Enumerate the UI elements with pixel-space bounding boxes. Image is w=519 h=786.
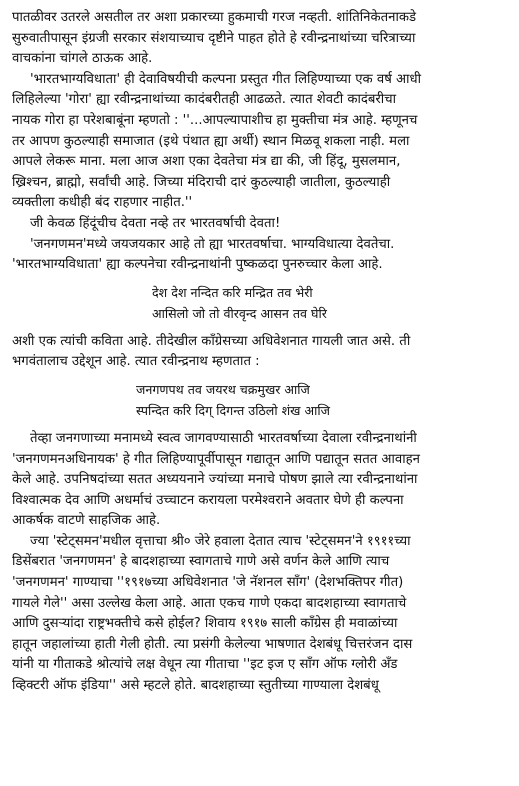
poem-stanza-1: [12, 282, 509, 324]
poem-stanza-2: [12, 379, 509, 421]
text-line: यांनी या गीताकडे श्रोत्यांचे लक्ष वेधून त्या गीताचा ''इट इज ए साँग ऑफ ग्लोरी अँड: [12, 657, 398, 673]
text-line: विश्वात्मक देव आणि अधर्माचं उच्चाटन करायला परमेश्वराने अवतार घेणे ही कल्पना: [12, 492, 404, 508]
text-line: सुरुवातीपासून इंग्रजी सरकार संशयाच्याच दृष्टीने पाहत होते हे रवीन्द्रनाथांच्या चरित्राच्या: [12, 30, 416, 46]
text-line: गायले गेले'' असा उल्लेख केला आहे. आता एकच गाणे एकदा बादशहाच्या स्वागताचे: [12, 595, 407, 611]
text-line: 'जनगणमनअधिनायक' हे गीत लिहिण्यापूर्वीपासून गद्यातून आणि पद्यातून सतत आवाहन: [12, 451, 420, 467]
text-line: आपले लेकरू माना. मला आज अशा एका देवतेचा मंत्र द्या की, जी हिंदू, मुसलमान,: [12, 154, 401, 170]
text-line: हातून जहालांच्या हाती गेली होती. त्या प्रसंगी केलेल्या भाषणात देशबंधू चित्तरंजन दास: [12, 636, 413, 652]
poem-line: स्पन्दित करि दिग् दिगन्त उठिलो शंख आजि: [136, 402, 330, 418]
poem-line: जनगणपथ तव जयरथ चक्रमुखर आजि: [136, 381, 310, 397]
text-line: 'जनगणमन'मध्ये जयजयकार आहे तो ह्या भारतवर्षाचा. भाग्यविधात्या देवतेचा.: [30, 236, 395, 252]
poem-line: आसिलो जो तो वीरवृन्द आसन तव घेरि: [152, 305, 327, 321]
text-line: केले आहे. उपनिषदांच्या सतत अध्ययनाने ज्यांच्या मनाचे पोषण झाले त्या रवीन्द्रनाथांना: [12, 472, 418, 488]
text-line: आणि दुसऱ्यांदा राष्ट्रभक्तीचे कसे होईल? शिवाय १९१७ साली काँग्रेस ही मवाळांच्या: [12, 616, 398, 632]
text-line: तेव्हा जनगणाच्या मनामध्ये स्वत्व जागवण्यासाठी भारतवर्षाच्या देवाला रवीन्द्रनाथांनी: [30, 430, 417, 446]
text-line: 'भारतभाग्यविधाता' ही देवाविषयीची कल्पना प्रस्तुत गीत लिहिण्याच्या एक वर्ष आधी: [30, 71, 422, 87]
paragraph-middle: [12, 332, 509, 373]
text-line: लिहिलेल्या 'गोरा' ह्या रवीन्द्रनाथांच्या कादंबरीतही आढळते. त्यात शेवटी कादंबरीचा: [12, 92, 397, 108]
text-line: पातळीवर उतरले असतील तर अशा प्रकारच्या हुकमाची गरज नव्हती. शांतिनिकेतनाकडे: [12, 10, 417, 25]
poem-line: देश देश नन्दित करि मन्द्रित तव भेरी: [152, 284, 313, 300]
paragraph-statesman: [12, 532, 509, 697]
paragraph-bharatbhagyavidhata: [12, 70, 509, 276]
text-line: भगवंतालाच उद्देशून आहे. त्यात रवीन्द्रनाथ म्हणतात :: [12, 354, 260, 370]
text-line: ख्रिश्चन, ब्राह्मो, सर्वांची आहे. जिच्या मंदिराची दारं कुठल्याही जातीला, कुठल्याही: [12, 174, 391, 190]
paragraph-janagana: [12, 429, 509, 532]
text-line: नायक गोरा हा परेशबाबूंना म्हणतो : ''...आपल्यापाशीच हा मुक्तीचा मंत्र आहे. म्हणूनच: [12, 112, 418, 128]
text-line: 'जनगणमन' गाण्याचा ''१९१७च्या अधिवेशनात 'जे नॅशनल साँग' (देशभक्तिपर गीत): [12, 575, 404, 591]
text-line: 'भारतभाग्यविधाता' ह्या कल्पनेचा रवीन्द्रनाथांनी पुष्कळदा पुनरुच्चार केला आहे.: [12, 257, 383, 273]
text-line: ज्या 'स्टेट्समन'मधील वृत्ताचा श्री० जेरे हवाला देतात त्याच 'स्टेट्समन'ने १९११च्या: [30, 533, 411, 549]
text-line: व्हिक्टरी ऑफ इंडिया'' असे म्हटले होते. बादशहाच्या स्तुतीच्या गाण्याला देशबंधू: [12, 678, 379, 694]
text-line: अशी एक त्यांची कविता आहे. तीदेखील काँग्रेसच्या अधिवेशनात गायली जात असे. ती: [12, 333, 411, 349]
text-line: तर आपण कुठल्याही समाजात (इथे पंथात ह्या अर्थी) स्थान मिळवू शकला नाही. मला: [12, 133, 410, 149]
text-line: व्यक्तीला कधीही बंद राहणार नाहीत.'': [12, 195, 193, 211]
paragraph-intro: [12, 8, 509, 70]
text-line: डिसेंबरात 'जनगणमन' हे बादशहाच्या स्वागताचे गाणे असे वर्णन केले आणि त्याच: [12, 554, 390, 570]
text-line: आकर्षक वाटणे साहजिक आहे.: [12, 513, 161, 529]
text-line: जी केवळ हिंदूंचीच देवता नव्हे तर भारतवर्षाची देवता!: [30, 215, 281, 231]
text-line: वाचकांना चांगले ठाऊक आहे.: [12, 51, 153, 67]
